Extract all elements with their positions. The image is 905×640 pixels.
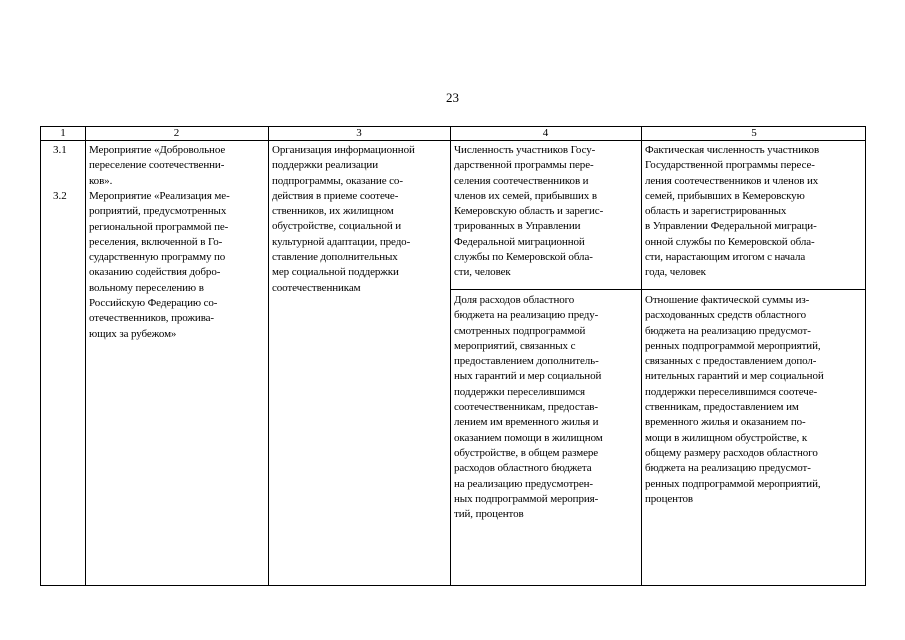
measure-description: Мероприятие «Реализация ме- роприятий, предусмотренных региональной программой пе- реселения, включенной в Го- сударственную программу по оказанию содействия добро- вольному переселению в Российскую Федерацию со- отечественников, прожива- ющих за рубежом» <box>89 190 230 340</box>
implementation-content: Организация информационной поддержки реализации подпрограммы, оказание со- действия в приеме соотече- ственников, их жилищном обустройстве, социальной и культурной адаптации, предо- ставление дополнительных мер социальной поддержки соотечественникам <box>272 144 415 294</box>
header-col-2: 2 <box>173 127 180 139</box>
row-number: 3.2 <box>53 190 67 202</box>
indicators-table <box>40 126 866 586</box>
indicator-formula: Отношение фактической суммы из- расходованных средств областного бюджета на реализацию предусмот- ренных подпрограммой мероприятий, связанных с предоставлением допол- нительных гарантий и мер социальной поддержки переселившимся соотече- ственникам, предоставлением им временного жилья и оказанием по- мощи в жилищном обустройстве, к общему размеру расходов областного бюджета на реализацию предусмот- ренных подпрограммой мероприятий, процентов <box>645 294 824 505</box>
page-number: 23 <box>446 90 459 105</box>
header-col-1: 1 <box>60 127 66 139</box>
column-divider <box>268 127 269 585</box>
column-divider <box>85 127 86 585</box>
measure-description: Мероприятие «Добровольное переселение соотечественни- ков». <box>89 144 226 187</box>
header-col-5: 5 <box>751 127 757 139</box>
indicator-row-divider <box>450 289 865 290</box>
column-divider <box>641 127 642 585</box>
column-divider <box>450 127 451 585</box>
header-col-4: 4 <box>542 127 549 139</box>
indicator-formula: Фактическая численность участников Государственной программы пересе- ления соотечественников и членов их семей, прибывших в Кемеровскую область и зарегистрированных в Управлении Федеральной миграци- онной службы по Кемеровской обла- сти, нарастающим итогом с начала года, человек <box>645 144 820 279</box>
table-header-row <box>41 127 865 141</box>
header-col-3: 3 <box>356 127 362 139</box>
indicator-name: Доля расходов областного бюджета на реализацию преду- смотренных подпрограммой мероприятий, связанных с предоставлением дополнитель- ных гарантий и мер социальной поддержки переселившимся соотечественникам, предостав- лением им временного жилья и оказанием помощи в жилищном обустройстве, в общем размере расходов областного бюджета на реализацию предусмотрен- ных подпрограммой мероприя- тий, процентов <box>454 294 603 521</box>
row-number: 3.1 <box>53 144 67 156</box>
indicator-name: Численность участников Госу- дарственной программы пере- селения соотечественников и членов их семей, прибывших в Кемеровскую область и зарегис- трированных в Управлении Федеральной миграционной службы по Кемеровской обла- сти, человек <box>454 144 604 279</box>
